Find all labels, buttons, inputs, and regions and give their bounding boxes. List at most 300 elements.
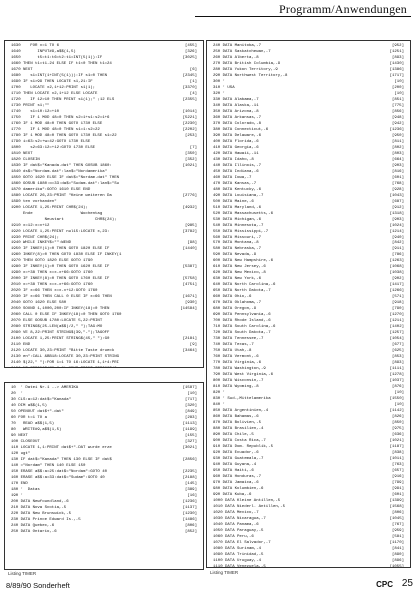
code-text: 100 CLOSEOUT [11,439,40,444]
checksum: [4751] [182,283,197,288]
checksum: [327] [184,439,197,444]
checksum: [717] [184,397,197,402]
checksum: [811] [391,139,404,144]
checksum: [320] [184,403,197,408]
checksum: [1170] [389,540,404,545]
code-text: 950 DATA Haiti,-6 [213,468,254,473]
code-text: 1090 DATA Trinidad,-5 [213,552,264,557]
code-text: 990 DATA Kuba,-6 [213,492,252,497]
code-text: 1990 x=+38 THEN x=x-x+66:GOTO 1760 [11,271,93,276]
code-line [11,63,200,68]
code-line [11,387,200,392]
code-text: 1780 IF 1 MOD 48=0 THEN GOTO 1730 ELSE s1=22 [11,133,117,138]
checksum: [2202] [182,127,197,132]
checksum: [14584] [180,307,197,312]
code-text: 2110 END [11,343,31,348]
checksum: [1142] [389,409,404,414]
code-line [213,398,407,403]
checksum: [5221] [182,115,197,120]
listing-left-bottom [5,383,203,536]
code-text: 50 OPENOUT dat$+".dat" [11,409,64,414]
checksum: [826] [391,415,404,420]
code-text: 2090 VE 8,22:PRINT STRING$(39,"-");TAGOFF [11,331,110,336]
code-text: 380 DATA Connecticut,-6 [213,127,269,132]
code-text: 710 DATA South Carolina,-6 [213,325,276,330]
code-text: 390 DATA Delaware,-6 [213,133,262,138]
code-text: 1980 IF INKEY(1)=0 THEN GOTO 1620 ELSE IF [11,265,110,270]
code-text: 1900 LOCATE 1,25:PRINT CHR$(24); [11,205,88,210]
code-text: 2080 STRING$(25-LEN(a$$)/2," ");TAG:MO [11,325,103,330]
checksum: [1270] [389,313,404,318]
code-text: 410 DATA Georgia,-6 [213,145,259,150]
code-text: 480 DATA Kentucky,-6 [213,187,262,192]
checksum: [253] [184,133,197,138]
code-text: 1840 ds$="Nordam.dat":lan$="Nordamerika" [11,169,108,174]
code-text: 830 ' Sud-,Mittelamerika [213,397,271,402]
checksum: [581] [391,534,404,539]
code-text: 800 DATA Wisconsin,-7 [213,379,264,384]
page-footer [0,578,419,598]
checksum: [1211] [389,319,404,324]
checksum: [2345] [182,73,197,78]
code-text: 1810 NEXT [11,151,33,156]
code-text: 700 DATA Rhode Island,-6 [213,319,271,324]
page-number: 25 [401,578,413,589]
checksum: [959] [391,528,404,533]
checksum: [1257] [389,331,404,336]
checksum: [155] [184,433,197,438]
checksum: [10] [394,91,404,96]
code-line [11,477,200,482]
checksum: [4] [189,91,197,96]
checksum: [1214] [389,229,404,234]
code-text: 1930 PRINT CHR$(24); [11,235,60,240]
checksum: [1199] [182,427,197,432]
checksum: [1045] [389,516,404,521]
code-text: 840 ' [213,403,226,408]
checksum: [763] [391,462,404,467]
code-text: 1820 CLOSEIN [11,157,40,162]
checksum: [853] [391,355,404,360]
checksum: [1399] [389,498,404,503]
code-text: 240 DATA Quebec,-6 [11,523,55,528]
checksum: [7] [189,145,197,150]
code-text: 1750 IF 1 MOD 48=0 THEN s2=1+s1:s2=1+6 [11,115,110,120]
code-text: 1010 DATA Niederl. Antillen,-5 [213,504,286,509]
checksum: [1550] [389,397,404,402]
checksum: [918] [391,301,404,306]
code-text: 910 DATA Dom. Republik,-5 [213,444,274,449]
checksum: [948] [391,115,404,120]
checksum: [145] [184,481,197,486]
code-line [213,87,407,92]
code-text: 260 DATA Alberta,-8 [213,55,259,60]
checksum: [2188] [182,475,197,480]
checksum: [98] [187,241,197,246]
checksum: [601] [391,492,404,497]
code-text: 1940 WHILE INKEY$="":WEND [11,241,72,246]
checksum: [1054] [389,337,404,342]
checksum: [1263] [389,259,404,264]
code-line [11,147,200,152]
code-text: 600 DATA New Hampshire,-6 [213,259,274,264]
checksum: [838] [391,450,404,455]
code-text: 890 DATA Chile,-5 [213,432,254,437]
checksum: [687] [391,199,404,204]
checksum: [803] [391,151,404,156]
checksum: [636] [391,432,404,437]
code-text: 550 DATA Mississippi,-7 [213,229,269,234]
code-text: 1100 DATA Uruguay,-4 [213,558,262,563]
code-text: 920 DATA Ecuador,-6 [213,450,259,455]
code-line [11,429,200,434]
code-text: 490 DATA Louisiana,-7 [213,193,264,198]
code-text: 970 DATA Jamaica,-6 [213,480,259,485]
code-text: 770 DATA Virginia,-6 [213,361,262,366]
checksum: [1055] [389,564,404,568]
page-header [0,0,419,22]
code-text: 1910 x=12:x=x+12 [11,223,50,228]
checksum: [950] [391,133,404,138]
checksum: [893] [391,361,404,366]
checksum: [928] [391,187,404,192]
code-text: 750 DATA Utah,-8 [213,349,252,354]
checksum: [940] [391,235,404,240]
listing-box-left-bottom [4,382,204,570]
code-text: 2070 ELSE GOSUB 1780:LOCATE 5,22:PRINT [11,319,103,324]
checksum: [2776] [182,193,197,198]
code-text: 570 DATA Montana,-8 [213,241,259,246]
checksum: [985] [184,223,197,228]
checksum: [903] [391,163,404,168]
code-text: 820 ' [213,391,226,396]
code-text: 1880 LOCATE 26,23:PRINT "Keine weiteren Da [11,193,112,198]
code-text: 1020 DATA Mexico,-7 [213,510,259,515]
checksum: [1111] [389,367,404,372]
checksum: [350] [184,151,197,156]
listing-box-right [206,40,411,568]
code-text: 1080 DATA Surinam,-4 [213,546,262,551]
checksum: [1043] [389,193,404,198]
checksum: [912] [391,205,404,210]
checksum: [389] [184,487,197,492]
code-text: 660 DATA Ohio,-6 [213,295,252,300]
code-text: 340 DATA Alaska,-11 [213,103,259,108]
checksum: [1113] [182,421,197,426]
code-text: 530 DATA Michigan,-6 [213,217,262,222]
code-text: 90 NEXT [11,433,28,438]
code-text: 940 DATA Guyana,-4 [213,462,257,467]
checksum: [1236] [389,127,404,132]
code-text: 880 DATA Brasilien,-4 [213,427,264,431]
code-text: 320 ' [213,91,226,96]
checksum: [3021] [182,445,197,450]
code-text: 420 DATA Hawaii,-11 [213,151,259,156]
checksum: [1568] [389,504,404,509]
checksum: [1038] [389,271,404,276]
checksum: [3025] [182,55,197,60]
code-text: 1830 IF dat$="Kanada.dat" THEN GOSUB 1860: [11,163,112,168]
listing-right [207,41,410,568]
code-text: 1770 IF 1 MOD 48=0 THEN s1=1:s2=22 [11,127,100,132]
code-text: 120 ugt" [11,451,31,456]
code-text: 780 DATA Washington,-9 [213,367,266,372]
code-text: 210 DATA Nova Scotia,-5 [11,505,67,510]
code-text: 720 DATA South Dakota,-7 [213,331,271,336]
checksum: [841] [391,546,404,551]
code-text: 870 DATA Bolivien,-5 [213,421,262,426]
code-text: 1730 PRINT s1;"" [11,103,50,108]
checksum: [902] [391,277,404,282]
checksum: [455] [184,44,197,48]
checksum: [799] [391,480,404,485]
checksum: [4932] [182,205,197,210]
code-text: 1950 IF INKEY(1)=0 THEN GOTO 1820 ELSE IF [11,247,110,252]
checksum: [1236] [182,499,197,504]
magazine-brand: CPC [376,580,393,589]
code-text: 200 DATA Newfoundland,-6 [11,499,69,504]
issue-label: 8/89/90 Sonderheft [6,581,70,590]
caption-right: Listing TIMER [210,570,239,575]
header-rule [195,16,411,17]
code-text: 1710 THEN LOCATE x2,1+12 ELSE LOCATE [11,91,98,96]
checksum: [283] [184,415,197,420]
checksum: [657] [391,468,404,473]
code-text: 220 DATA New Brunswick,-5 [11,511,72,516]
code-text: 760 DATA Vermont,-6 [213,355,259,360]
code-text: Ende Wochentag [11,211,103,216]
code-text: 400 DATA Florida,-6 [213,139,259,144]
code-text: 40 DIM a$$(1,5) [11,403,48,408]
checksum: [890] [391,552,404,557]
checksum: [790] [391,307,404,312]
code-text: 2060 CALL 0 ELSE IF INKEY(18)=0 THEN GOTO 1760 [11,313,122,318]
checksum: [806] [391,510,404,515]
checksum: [10] [394,391,404,396]
code-text [11,367,117,368]
code-text: 810 DATA Wyoming,-8 [213,385,259,390]
checksum: [2235] [182,469,197,474]
checksum: [1021] [182,163,197,168]
checksum: [1386] [389,67,404,72]
checksum: [352] [184,157,197,162]
checksum: [1717] [389,73,404,78]
checksum: [2355] [182,97,197,102]
checksum: [851] [391,97,404,102]
checksum: [916] [391,474,404,479]
code-line [213,566,407,568]
code-text: 30 CLS:a=12:dat$="Kanada" [11,397,72,402]
checksum: [952] [391,44,404,48]
code-text: 1920 LOCATE 1,25:PRINT nul15:LOCATE x,23: [11,229,110,234]
code-text: 1790 i=63:s2=+w=42:GOTO 1730 ELSE [11,139,91,144]
code-text: 250 DATA Ontario,-6 [11,529,57,534]
code-text: 670 DATA Oklahoma,-7 [213,301,262,306]
checksum: [786] [391,253,404,258]
code-text: 1860 GOSUB 1880:o=33:da$="Sudam.dat":lan$="Su [11,181,120,186]
checksum: [856] [391,109,404,114]
code-text: 680 DATA Oregon,-9 [213,307,257,312]
code-text: 620 DATA New Mexico,-8 [213,271,266,276]
checksum: [802] [391,145,404,150]
checksum: [664] [391,157,404,162]
code-text: 730 DATA Tennessee,-7 [213,337,264,342]
code-text: 500 DATA Maine,-6 [213,199,254,204]
code-text: 10 ' Datei Nr.1 --> AMERIKA [11,386,79,390]
checksum: [1251] [389,49,404,54]
checksum: [1021] [389,438,404,443]
code-text: 170 END [11,481,28,486]
checksum: [16] [187,493,197,498]
checksum: [1402] [389,325,404,330]
checksum: [849] [184,409,197,414]
checksum: [1486] [182,517,197,522]
code-text: 2000 IF INKEY(8)=0 THEN GOTO 1760 ELSE IF [11,277,110,282]
code-text: 70 READ a$$(1,5) [11,421,55,426]
code-text: 2140 $(22," "):FOR 1=1 TO 16:LOCATE 1,1+4:PRI [11,361,120,366]
code-text: 520 DATA Massachusetts,-6 [213,211,274,216]
code-text: 80 WRITE#9,a$$(1,5) [11,427,62,432]
code-text: 430 DATA Idaho,-8 [213,157,254,162]
checksum: [896] [391,558,404,563]
checksum: [1137] [182,505,197,510]
code-text: 960 DATA Honduras,-7 [213,474,262,479]
code-text: 110 LOCATE 1,1:PRINT dat$+".DAT wurde erze [11,445,112,450]
code-text: 980 DATA Kolumbien,-6 [213,486,264,491]
code-text: 450 DATA Indiana,-6 [213,169,259,174]
code-text: 190 ' [11,493,24,498]
code-text: 1690 IF s1>99 THEN LOCATE s1,21:IF [11,79,93,84]
checksum: [1587] [182,386,197,390]
listing-box-left-top [4,40,204,368]
code-text: 470 DATA Kansas,-7 [213,181,257,186]
code-text: 1030 DATA Nicaragua,-7 [213,516,266,521]
code-text: 130 IF dat$="Kanada" THEN 130 ELSE IF dat$ [11,457,112,462]
checksum: [1430] [389,61,404,66]
checksum: [768] [391,181,404,186]
checksum: [2856] [182,457,197,462]
code-text: 790 DATA West Virginia,-6 [213,373,274,378]
checksum: [1014] [182,109,197,114]
checksum: [5758] [182,277,197,282]
code-text: 1630 FOR x=1 TO 6 [11,44,60,48]
code-text: 1000 DATA Kleine Antillen,-5 [213,498,281,503]
code-text: 860 DATA Bahamas,-6 [213,415,259,420]
checksum: [767] [391,522,404,527]
code-text: 740 DATA Texas,-7 [213,343,254,348]
code-text: 2050 SOUND 1,1000,200:IF INKEY(18)=0 THEN [11,307,110,312]
checksum: [1266] [389,289,404,294]
checksum: [1011] [389,456,404,461]
checksum: [10] [394,403,404,408]
code-line [11,447,200,452]
checksum: [1417] [389,283,404,288]
code-line [213,81,407,86]
checksum: [1037] [389,379,404,384]
checksum: [930] [184,301,197,306]
code-text: 1720 IF 12>10 THEN PRINT s1(1);" ;12 ELS [11,97,115,102]
checksum: [2181] [182,337,197,342]
code-text: 2020 IF x=66 THEN x=x-x+12:GOTO 1760 [11,289,98,294]
code-text: 1890 ten vorhanden" [11,199,57,204]
code-text: 1670 NEXT [11,67,33,72]
code-line [11,489,200,494]
checksum: [1230] [182,511,197,516]
code-text: 650 DATA North Dakota,-7 [213,289,271,294]
code-line [213,75,407,80]
code-text: 2120 LOCATE 30,23:PRINT "Bitte Taste drueck [11,349,115,354]
code-text: 580 DATA Nebraska,-7 [213,247,262,252]
checksum: [1318] [389,211,404,216]
code-text: 280 DATA Yukon Territory,-9 [213,67,278,72]
code-text: 1050 DATA Paraguay,-5 [213,528,264,533]
code-text: 1760 IF 1 MOD 48=0 THEN GOTO 1730 ELSE [11,121,103,126]
code-text: 590 DATA Nevada,-9 [213,253,257,258]
checksum: [903] [391,217,404,222]
checksum: [911] [391,247,404,252]
code-text: 290 DATA Northwest Territory,-8 [213,73,288,78]
code-text: 540 DATA Minnesota,-7 [213,223,264,228]
code-text: 1040 DATA Panama,-6 [213,522,259,527]
checksum: [975] [391,427,404,431]
section-title: Programm/Anwendungen [279,2,407,16]
code-text: 560 DATA Missouri,-7 [213,235,262,240]
checksum: [5387] [182,265,197,270]
checksum: [775] [391,103,404,108]
checksum: [806] [184,523,197,528]
code-text: 440 DATA Illinois,-7 [213,163,262,168]
code-text: 240 DATA Manitoba,-7 [213,44,262,48]
code-text: 1850 GOTO 1620 ELSE IF dat$="Nordam.dat" THEN [11,175,120,180]
code-text: 640 DATA North Carolina,-6 [213,283,276,288]
code-line [11,338,200,343]
code-text: 300 ' [213,79,226,84]
code-text: 370 DATA Colorado,-8 [213,121,262,126]
listing-left-top [5,41,203,368]
checksum: [850] [391,421,404,426]
code-text: 150 ERASE a$$:a=25:dat$="Nordam":GOTO 40 [11,469,108,474]
code-text: 180 ' Datas [11,487,40,492]
checksum: [991] [391,486,404,491]
code-text: 850 DATA Argentinien,-4 [213,409,269,414]
checksum: [1024] [389,223,404,228]
code-text: 1740 s1=10:12=+10 [11,109,60,114]
code-text: 2100 LOCATE 1,25:PRINT STRING$(45," "):G0 [11,337,110,342]
checksum: [942] [391,121,404,126]
checksum: [571] [391,295,404,300]
checksum: [876] [391,385,404,390]
code-text: 690 DATA Pennsylvania,-6 [213,313,271,318]
code-text: 1680 s1=INT(1+INT(5(1))):IF s1=0 THEN [11,73,108,78]
checksum: [677] [391,343,404,348]
checksum: [6] [189,67,197,72]
checksum: [1440] [182,247,197,252]
checksum: [10] [187,391,197,396]
code-text: 350 DATA Arizona,-8 [213,109,259,114]
checksum: [601] [391,175,404,180]
checksum: [1] [189,79,197,84]
code-text: 360 DATA Arkansas,-7 [213,115,262,120]
code-text: 900 DATA Costa Rica,-7 [213,438,266,443]
code-text: 1660 THEN t1=t1-24 ELSE IF t1<0 THEN t1=24 [11,61,112,66]
checksum: [1278] [389,373,404,378]
checksum: [326] [184,49,197,54]
code-text: 610 DATA New Jersey,-6 [213,265,266,270]
code-text: 630 DATA New York,-6 [213,277,262,282]
code-text: 140 ="Nordam" THEN 140 ELSE 150 [11,463,86,468]
code-text: 2030 IF x=66 THEN CALL 0 ELSE IF x=66 THEN [11,295,112,300]
code-text: 1640 INPUT#9,a$$(1,5) [11,49,76,54]
